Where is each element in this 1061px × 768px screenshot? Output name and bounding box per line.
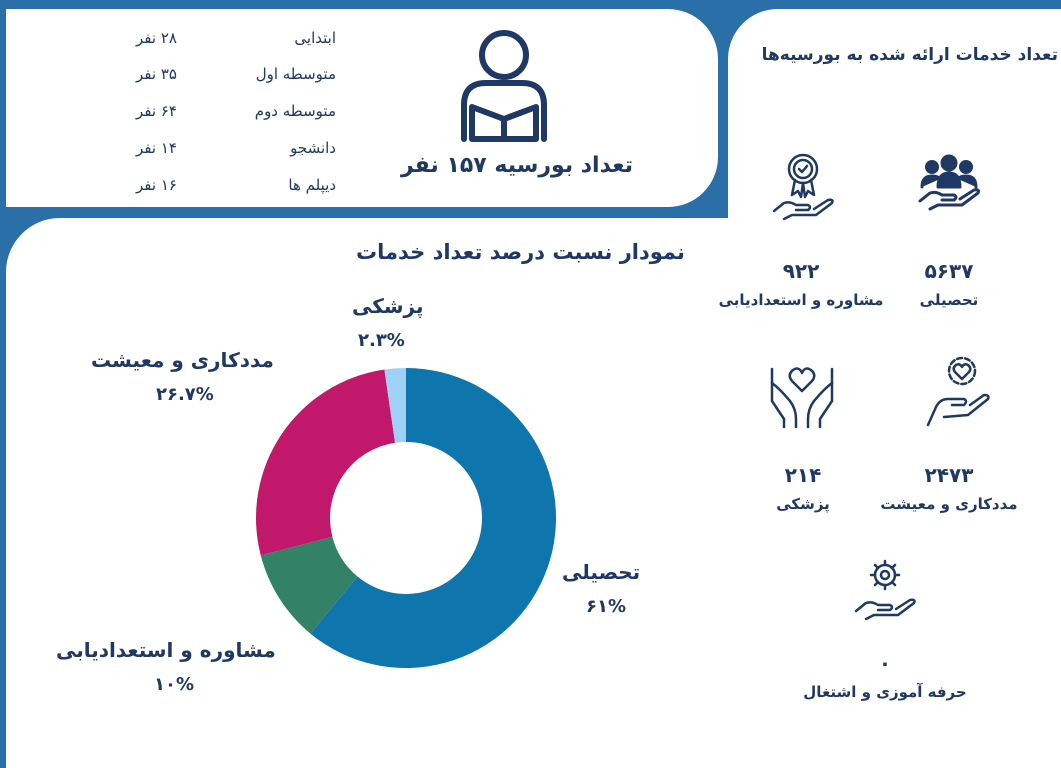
slice-value: ۲.۳% — [358, 330, 405, 351]
level-count: ۲۸ نفر — [136, 29, 177, 47]
level-name: دانشجو — [290, 139, 336, 157]
service-value: ۲۴۷۳ — [924, 463, 974, 487]
donut-chart — [246, 358, 566, 678]
service-value: ۲۱۴ — [784, 463, 822, 487]
slice-label: مددکاری و معیشت — [91, 348, 274, 372]
service-label: تحصیلی — [919, 291, 979, 309]
slice-label: پزشکی — [352, 294, 424, 318]
level-count: ۱۴ نفر — [136, 139, 177, 157]
slice-label: تحصیلی — [562, 560, 641, 584]
level-count: ۱۶ نفر — [136, 176, 177, 194]
service-label: حرفه آموزی و اشتغال — [803, 683, 967, 701]
slice-label: مشاوره و استعدادیابی — [56, 638, 276, 662]
heart-gear-hand-icon — [924, 353, 994, 429]
service-item — [718, 463, 888, 513]
level-row — [136, 139, 336, 163]
gear-hand-icon — [852, 557, 918, 623]
service-value: ۰ — [878, 651, 892, 675]
scholarship-total-title: تعداد بورسیه ۱۵۷ نفر — [401, 153, 633, 178]
service-item — [864, 259, 1034, 309]
slice-value: ۱۰% — [154, 674, 195, 695]
service-item — [800, 651, 970, 701]
service-label: مشاوره و استعدادیابی — [718, 291, 884, 309]
level-name: دیپلم ها — [288, 176, 336, 194]
service-item — [864, 463, 1034, 513]
award-hand-icon — [770, 149, 836, 225]
services-title: تعداد خدمات ارائه شده به بورسیه‌ها — [761, 45, 1058, 65]
level-name: متوسطه اول — [255, 65, 336, 83]
service-value: ۹۲۲ — [782, 259, 820, 283]
service-item — [716, 259, 886, 309]
level-row — [136, 29, 336, 53]
donut-slice — [256, 370, 395, 556]
slice-value: ۲۶.۷% — [156, 384, 214, 405]
services-card — [718, 9, 1061, 768]
level-row — [136, 65, 336, 89]
scholarship-summary-card — [6, 9, 718, 207]
heart-hands-icon — [766, 361, 838, 429]
level-count: ۳۵ نفر — [136, 65, 177, 83]
level-name: ابتدایی — [294, 29, 336, 47]
service-label: مددکاری و معیشت — [880, 495, 1018, 513]
service-value: ۵۶۳۷ — [924, 259, 974, 283]
person-reading-icon — [454, 27, 554, 147]
level-row — [136, 176, 336, 200]
slice-value: ۶۱% — [586, 596, 627, 617]
service-label: پزشکی — [776, 495, 830, 513]
level-name: متوسطه دوم — [254, 102, 336, 120]
chart-title: نمودار نسبت درصد تعداد خدمات — [356, 240, 685, 264]
level-row — [136, 102, 336, 126]
people-hand-icon — [916, 151, 982, 215]
level-count: ۶۴ نفر — [136, 102, 177, 120]
